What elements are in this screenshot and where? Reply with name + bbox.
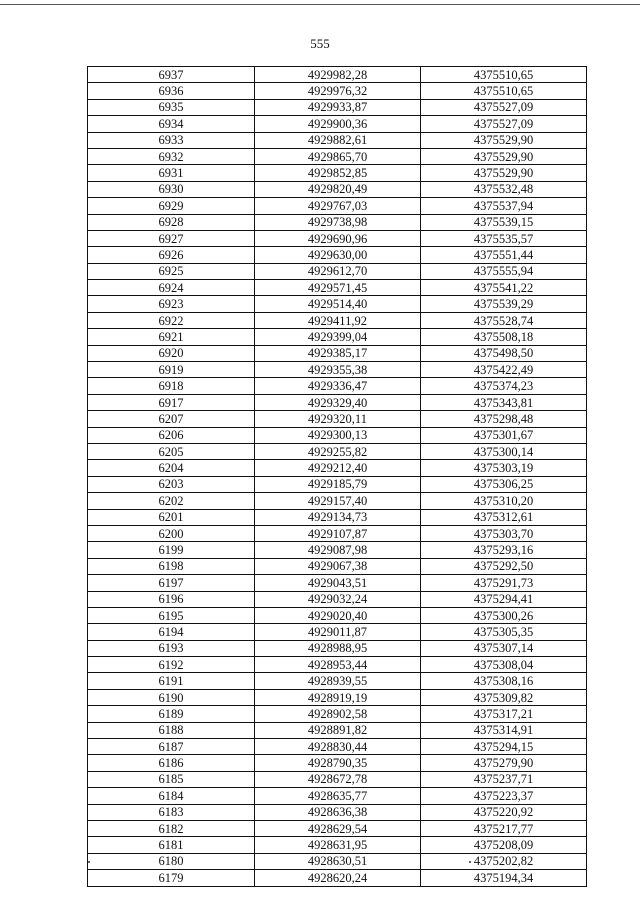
table-row: [88, 230, 587, 246]
table-row: [88, 345, 587, 361]
y-coordinate-cell: 4375551,44: [421, 247, 587, 263]
y-coordinate-cell: 4375292,50: [421, 558, 587, 574]
y-coordinate-cell: 4375532,48: [421, 181, 587, 197]
point-number-cell: 6182: [88, 820, 255, 836]
x-coordinate-cell: 4928629,54: [255, 820, 421, 836]
y-coordinate-cell: 4375508,18: [421, 329, 587, 345]
point-number-cell: 6207: [88, 411, 255, 427]
y-coordinate-cell: 4375217,77: [421, 820, 587, 836]
x-coordinate-cell: 4929882,61: [255, 132, 421, 148]
y-coordinate-cell: 4375294,41: [421, 591, 587, 607]
y-coordinate-cell: 4375529,90: [421, 148, 587, 164]
table-row: [88, 804, 587, 820]
table-row: [88, 870, 587, 886]
point-number-cell: 6927: [88, 230, 255, 246]
y-coordinate-cell: 4375537,94: [421, 198, 587, 214]
point-number-cell: 6187: [88, 739, 255, 755]
point-number-cell: 6200: [88, 525, 255, 541]
x-coordinate-cell: 4928630,51: [255, 853, 421, 869]
point-number-cell: 6194: [88, 624, 255, 640]
y-coordinate-cell: 4375498,50: [421, 345, 587, 361]
x-coordinate-cell: 4929020,40: [255, 607, 421, 623]
y-coordinate-cell: 4375303,19: [421, 460, 587, 476]
y-coordinate-cell: 4375527,09: [421, 116, 587, 132]
x-coordinate-cell: 4929976,32: [255, 83, 421, 99]
scan-speck-left: [88, 861, 90, 863]
y-coordinate-cell: 4375314,91: [421, 722, 587, 738]
table-row: [88, 525, 587, 541]
x-coordinate-cell: 4929157,40: [255, 493, 421, 509]
y-coordinate-cell: 4375555,94: [421, 263, 587, 279]
point-number-cell: 6930: [88, 181, 255, 197]
point-number-cell: 6197: [88, 575, 255, 591]
x-coordinate-cell: 4929185,79: [255, 476, 421, 492]
point-number-cell: 6932: [88, 148, 255, 164]
x-coordinate-cell: 4929933,87: [255, 99, 421, 115]
table-row: [88, 755, 587, 771]
table-row: [88, 394, 587, 410]
table-row: [88, 607, 587, 623]
x-coordinate-cell: 4928953,44: [255, 657, 421, 673]
x-coordinate-cell: 4928620,24: [255, 870, 421, 886]
y-coordinate-cell: 4375305,35: [421, 624, 587, 640]
point-number-cell: 6917: [88, 394, 255, 410]
y-coordinate-cell: 4375202,82: [421, 853, 587, 869]
x-coordinate-cell: 4928902,58: [255, 706, 421, 722]
y-coordinate-cell: 4375310,20: [421, 493, 587, 509]
x-coordinate-cell: 4929982,28: [255, 67, 421, 83]
table-row: [88, 575, 587, 591]
point-number-cell: 6929: [88, 198, 255, 214]
y-coordinate-cell: 4375541,22: [421, 280, 587, 296]
y-coordinate-cell: 4375208,09: [421, 837, 587, 853]
y-coordinate-cell: 4375317,21: [421, 706, 587, 722]
point-number-cell: 6933: [88, 132, 255, 148]
point-number-cell: 6180: [88, 853, 255, 869]
point-number-cell: 6199: [88, 542, 255, 558]
page-number: 555: [310, 36, 330, 51]
x-coordinate-cell: 4929411,92: [255, 312, 421, 328]
x-coordinate-cell: 4929690,96: [255, 230, 421, 246]
table-row: [88, 624, 587, 640]
point-number-cell: 6926: [88, 247, 255, 263]
table-row: [88, 509, 587, 525]
point-number-cell: 6206: [88, 427, 255, 443]
point-number-cell: 6195: [88, 607, 255, 623]
table-row: [88, 820, 587, 836]
table-row: [88, 837, 587, 853]
table-row: [88, 771, 587, 787]
y-coordinate-cell: 4375309,82: [421, 689, 587, 705]
x-coordinate-cell: 4929011,87: [255, 624, 421, 640]
point-number-cell: 6184: [88, 788, 255, 804]
point-number-cell: 6921: [88, 329, 255, 345]
x-coordinate-cell: 4929630,00: [255, 247, 421, 263]
table-row: [88, 181, 587, 197]
table-row: [88, 673, 587, 689]
point-number-cell: 6935: [88, 99, 255, 115]
table-row: [88, 296, 587, 312]
y-coordinate-cell: 4375303,70: [421, 525, 587, 541]
x-coordinate-cell: 4929865,70: [255, 148, 421, 164]
table-row: [88, 214, 587, 230]
point-number-cell: 6179: [88, 870, 255, 886]
table-row: [88, 198, 587, 214]
table-row: [88, 148, 587, 164]
y-coordinate-cell: 4375374,23: [421, 378, 587, 394]
table-row: [88, 165, 587, 181]
table-row: [88, 722, 587, 738]
point-number-cell: 6204: [88, 460, 255, 476]
point-number-cell: 6923: [88, 296, 255, 312]
y-coordinate-cell: 4375279,90: [421, 755, 587, 771]
y-coordinate-cell: 4375293,16: [421, 542, 587, 558]
x-coordinate-cell: 4929134,73: [255, 509, 421, 525]
point-number-cell: 6919: [88, 362, 255, 378]
point-number-cell: 6931: [88, 165, 255, 181]
point-number-cell: 6185: [88, 771, 255, 787]
point-number-cell: 6920: [88, 345, 255, 361]
x-coordinate-cell: 4928830,44: [255, 739, 421, 755]
point-number-cell: 6190: [88, 689, 255, 705]
y-coordinate-cell: 4375308,16: [421, 673, 587, 689]
table-row: [88, 657, 587, 673]
x-coordinate-cell: 4929067,38: [255, 558, 421, 574]
point-number-cell: 6203: [88, 476, 255, 492]
y-coordinate-cell: 4375422,49: [421, 362, 587, 378]
y-coordinate-cell: 4375294,15: [421, 739, 587, 755]
x-coordinate-cell: 4929612,70: [255, 263, 421, 279]
table-row: [88, 132, 587, 148]
point-number-cell: 6191: [88, 673, 255, 689]
table-row: [88, 99, 587, 115]
x-coordinate-cell: 4929336,47: [255, 378, 421, 394]
point-number-cell: 6186: [88, 755, 255, 771]
point-number-cell: 6202: [88, 493, 255, 509]
table-row: [88, 263, 587, 279]
y-coordinate-cell: 4375510,65: [421, 83, 587, 99]
point-number-cell: 6196: [88, 591, 255, 607]
table-row: [88, 247, 587, 263]
x-coordinate-cell: 4929900,36: [255, 116, 421, 132]
scan-speck-right: [469, 861, 471, 863]
point-number-cell: 6188: [88, 722, 255, 738]
x-coordinate-cell: 4929385,17: [255, 345, 421, 361]
table-row: [88, 378, 587, 394]
table-row: [88, 443, 587, 459]
point-number-cell: 6205: [88, 443, 255, 459]
table-row: [88, 493, 587, 509]
point-number-cell: 6201: [88, 509, 255, 525]
point-number-cell: 6183: [88, 804, 255, 820]
table-row: [88, 67, 587, 83]
coordinates-table: [87, 66, 587, 887]
table-row: [88, 329, 587, 345]
point-number-cell: 6918: [88, 378, 255, 394]
point-number-cell: 6937: [88, 67, 255, 83]
table-row: [88, 476, 587, 492]
x-coordinate-cell: 4929399,04: [255, 329, 421, 345]
coordinates-table-body: [88, 67, 587, 887]
y-coordinate-cell: 4375307,14: [421, 640, 587, 656]
x-coordinate-cell: 4929767,03: [255, 198, 421, 214]
y-coordinate-cell: 4375306,25: [421, 476, 587, 492]
x-coordinate-cell: 4928988,95: [255, 640, 421, 656]
x-coordinate-cell: 4928635,77: [255, 788, 421, 804]
x-coordinate-cell: 4928939,55: [255, 673, 421, 689]
table-row: [88, 116, 587, 132]
table-row: [88, 689, 587, 705]
y-coordinate-cell: 4375220,92: [421, 804, 587, 820]
point-number-cell: 6193: [88, 640, 255, 656]
table-row: [88, 558, 587, 574]
y-coordinate-cell: 4375223,37: [421, 788, 587, 804]
y-coordinate-cell: 4375194,34: [421, 870, 587, 886]
table-row: [88, 411, 587, 427]
table-row: [88, 739, 587, 755]
x-coordinate-cell: 4929738,98: [255, 214, 421, 230]
table-row: [88, 706, 587, 722]
x-coordinate-cell: 4929355,38: [255, 362, 421, 378]
y-coordinate-cell: 4375527,09: [421, 99, 587, 115]
x-coordinate-cell: 4929300,13: [255, 427, 421, 443]
y-coordinate-cell: 4375343,81: [421, 394, 587, 410]
table-row: [88, 460, 587, 476]
y-coordinate-cell: 4375528,74: [421, 312, 587, 328]
x-coordinate-cell: 4929571,45: [255, 280, 421, 296]
point-number-cell: 6924: [88, 280, 255, 296]
x-coordinate-cell: 4929043,51: [255, 575, 421, 591]
y-coordinate-cell: 4375539,29: [421, 296, 587, 312]
y-coordinate-cell: 4375300,26: [421, 607, 587, 623]
x-coordinate-cell: 4928790,35: [255, 755, 421, 771]
table-row: [88, 542, 587, 558]
x-coordinate-cell: 4929107,87: [255, 525, 421, 541]
table-row: [88, 427, 587, 443]
point-number-cell: 6922: [88, 312, 255, 328]
top-rule: [0, 4, 640, 5]
y-coordinate-cell: 4375237,71: [421, 771, 587, 787]
table-row: [88, 83, 587, 99]
y-coordinate-cell: 4375529,90: [421, 165, 587, 181]
point-number-cell: 6192: [88, 657, 255, 673]
x-coordinate-cell: 4928672,78: [255, 771, 421, 787]
x-coordinate-cell: 4929212,40: [255, 460, 421, 476]
point-number-cell: 6925: [88, 263, 255, 279]
y-coordinate-cell: 4375301,67: [421, 427, 587, 443]
x-coordinate-cell: 4929320,11: [255, 411, 421, 427]
x-coordinate-cell: 4929514,40: [255, 296, 421, 312]
y-coordinate-cell: 4375312,61: [421, 509, 587, 525]
x-coordinate-cell: 4929820,49: [255, 181, 421, 197]
y-coordinate-cell: 4375291,73: [421, 575, 587, 591]
y-coordinate-cell: 4375308,04: [421, 657, 587, 673]
point-number-cell: 6189: [88, 706, 255, 722]
y-coordinate-cell: 4375535,57: [421, 230, 587, 246]
point-number-cell: 6934: [88, 116, 255, 132]
y-coordinate-cell: 4375539,15: [421, 214, 587, 230]
table-row: [88, 312, 587, 328]
x-coordinate-cell: 4929087,98: [255, 542, 421, 558]
table-row: [88, 640, 587, 656]
point-number-cell: 6198: [88, 558, 255, 574]
table-row: [88, 591, 587, 607]
x-coordinate-cell: 4929032,24: [255, 591, 421, 607]
table-row: [88, 788, 587, 804]
table-row: [88, 280, 587, 296]
y-coordinate-cell: 4375300,14: [421, 443, 587, 459]
x-coordinate-cell: 4928891,82: [255, 722, 421, 738]
y-coordinate-cell: 4375510,65: [421, 67, 587, 83]
x-coordinate-cell: 4929329,40: [255, 394, 421, 410]
x-coordinate-cell: 4928919,19: [255, 689, 421, 705]
y-coordinate-cell: 4375529,90: [421, 132, 587, 148]
table-row: [88, 853, 587, 869]
x-coordinate-cell: 4928636,38: [255, 804, 421, 820]
x-coordinate-cell: 4928631,95: [255, 837, 421, 853]
point-number-cell: 6181: [88, 837, 255, 853]
point-number-cell: 6928: [88, 214, 255, 230]
point-number-cell: 6936: [88, 83, 255, 99]
x-coordinate-cell: 4929255,82: [255, 443, 421, 459]
y-coordinate-cell: 4375298,48: [421, 411, 587, 427]
table-row: [88, 362, 587, 378]
x-coordinate-cell: 4929852,85: [255, 165, 421, 181]
